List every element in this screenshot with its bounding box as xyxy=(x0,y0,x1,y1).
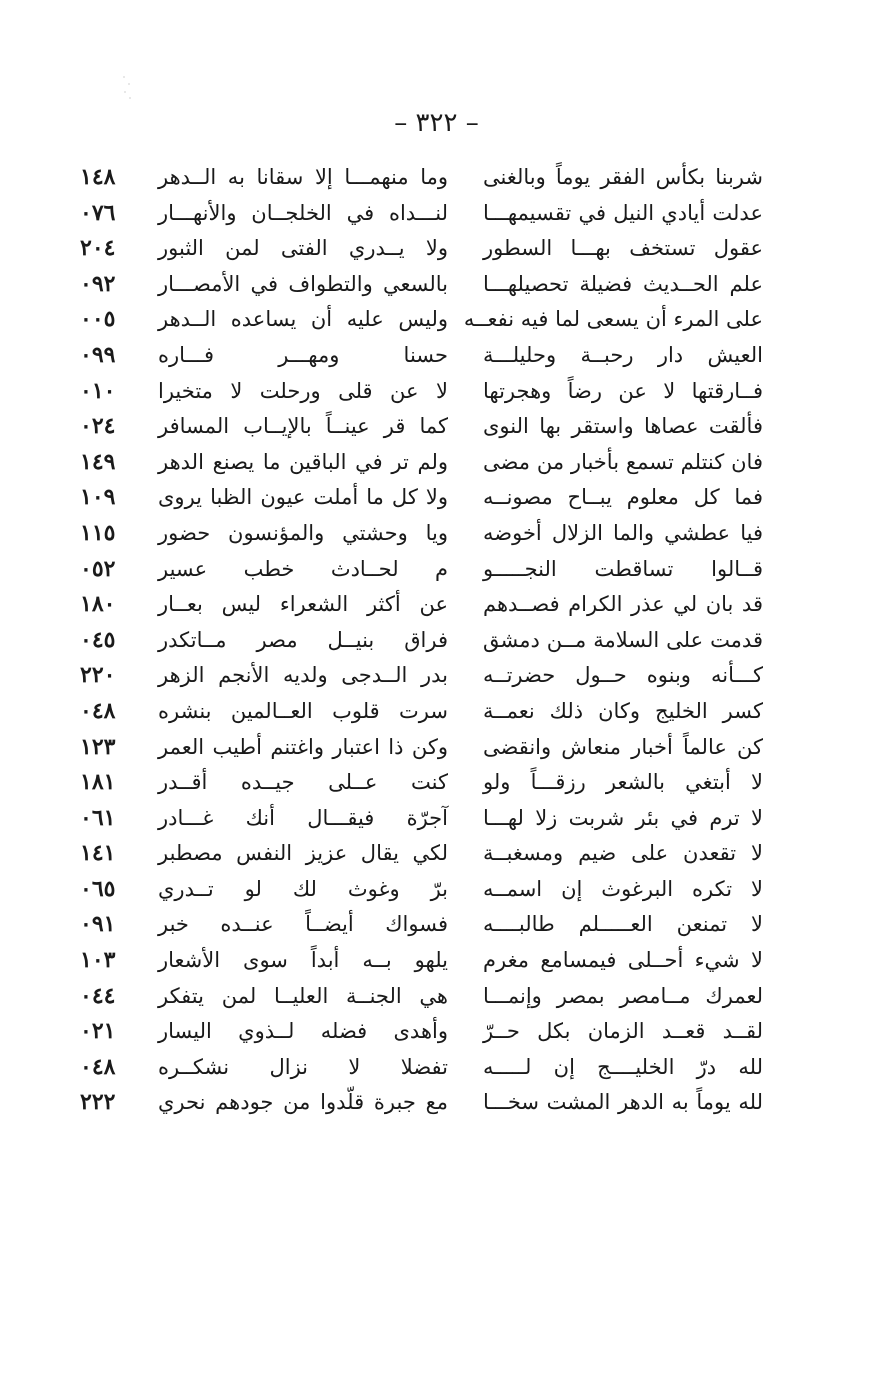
verse-first-hemistich: قد بان لي عذر الكرام فصــدهم xyxy=(483,592,763,617)
verse-page-reference: ١١٥ xyxy=(80,519,116,546)
verse-second-hemistich: بالسعي والتطواف في الأمصـــار xyxy=(158,271,448,296)
verse-second-hemistich: م لحــادث خطب عسير xyxy=(158,556,448,581)
verse-first-hemistich: عقول تستخف بهـــا السطور xyxy=(483,236,763,261)
verse-second-hemistich: لا عن قلى ورحلت لا متخيرا xyxy=(158,378,448,403)
verse-page-reference: ١٠٩ xyxy=(80,484,116,511)
verse-first-hemistich: قــالوا تساقطت النجـــــو xyxy=(483,556,763,581)
verse-row xyxy=(0,1014,873,1050)
verse-second-hemistich: بدر الــدجى ولديه الأنجم الزهر xyxy=(158,663,448,688)
verse-first-hemistich: لقــد قعــد الزمان بكل حــرّ xyxy=(483,1019,763,1044)
verse-first-hemistich: لا تكره البرغوث إن اسمــه xyxy=(483,876,763,901)
verse-page-reference: ٠٢١ xyxy=(80,1018,116,1045)
verse-row xyxy=(0,196,873,232)
verse-second-hemistich: حسنا ومهـــر فـــاره xyxy=(158,342,448,367)
verse-second-hemistich: برّ وغوث لك لو تــدري xyxy=(158,876,448,901)
verse-second-hemistich: لنـــداه في الخلجــان والأنهـــار xyxy=(158,200,448,225)
verse-first-hemistich: لا شيء أحــلى فيمسامع مغرم xyxy=(483,948,763,973)
verse-page-reference: ٠٦١ xyxy=(80,804,116,831)
verse-row xyxy=(0,302,873,338)
verse-first-hemistich: فيا عطشي والما الزلال أخوضه xyxy=(483,520,763,545)
verse-first-hemistich: لا أبتغي بالشعر رزقـــاً ولو xyxy=(483,770,763,795)
verse-page-reference: ٠٤٨ xyxy=(80,697,116,724)
verse-page-reference: ١٨٠ xyxy=(80,591,116,618)
verse-row xyxy=(0,516,873,552)
verse-page-reference: ٠٢٤ xyxy=(80,413,116,440)
page-number: – ٣٢٢ – xyxy=(394,108,479,138)
verse-second-hemistich: فسواك أيضــاً عنــده خبر xyxy=(158,912,448,937)
verse-row xyxy=(0,552,873,588)
verse-first-hemistich: على المرء أن يسعى لما فيه نفعــه xyxy=(463,307,763,332)
verse-first-hemistich: فما كل معلوم يبــاح مصونــه xyxy=(483,485,763,510)
verse-row xyxy=(0,480,873,516)
verse-row xyxy=(0,907,873,943)
verse-row xyxy=(0,231,873,267)
verse-row xyxy=(0,445,873,481)
verse-row xyxy=(0,801,873,837)
verse-second-hemistich: هي الجنــة العليــا لمن يتفكر xyxy=(158,983,448,1008)
verse-second-hemistich: وما منهمـــا إلا سقانا به الــدهر xyxy=(158,165,448,189)
verse-second-hemistich: وكن ذا اعتبار واغتنم أطيب العمر xyxy=(158,734,448,759)
verse-page-reference: ٢٠٤ xyxy=(80,235,116,262)
verse-second-hemistich: سرت قلوب العــالمين بنشره xyxy=(158,698,448,723)
verse-page-reference: ١٤١ xyxy=(80,840,116,867)
verse-second-hemistich: تفضلا لا نزال نشكــره xyxy=(158,1054,448,1079)
verse-page-reference: ٠٩١ xyxy=(80,911,116,938)
verse-page-reference: ٠٤٨ xyxy=(80,1053,116,1080)
verse-page-reference: ٠٩٩ xyxy=(80,341,116,368)
verse-second-hemistich: ويا وحشتي والمؤنسون حضور xyxy=(158,520,448,545)
verse-row xyxy=(0,658,873,694)
verse-second-hemistich: آجرّة فيقـــال أنك غـــادر xyxy=(158,805,448,830)
verse-row xyxy=(0,872,873,908)
verse-page-reference: ٠٧٦ xyxy=(80,199,116,226)
verse-second-hemistich: لكي يقال عزيز النفس مصطبر xyxy=(158,841,448,866)
verse-page-reference: ١٤٩ xyxy=(80,448,116,475)
verse-page-reference: ٠٤٥ xyxy=(80,626,116,653)
verse-second-hemistich: ولا كل ما أملت عيون الظبا يروى xyxy=(158,485,448,510)
verse-row xyxy=(0,730,873,766)
verse-row xyxy=(0,943,873,979)
verse-first-hemistich: لا ترم في بئر شربت زلا لهـــا xyxy=(483,805,763,830)
verse-page-reference: ١٨١ xyxy=(80,769,116,796)
verse-first-hemistich: العيش دار رحبــة وحليلـــة xyxy=(483,342,763,367)
verse-row xyxy=(0,836,873,872)
verse-page-reference: ٢٢٠ xyxy=(80,662,116,689)
verse-second-hemistich: مع جبرة قلّدوا من جودهم نحري xyxy=(158,1090,448,1115)
verse-row xyxy=(0,338,873,374)
verse-first-hemistich: عدلت أيادي النيل في تقسيمهـــا xyxy=(483,200,763,225)
verse-row xyxy=(0,160,873,196)
verse-first-hemistich: فألقت عصاها واستقر بها النوى xyxy=(483,414,763,439)
verse-second-hemistich: وأهدى فضله لــذوي اليسار xyxy=(158,1019,448,1044)
verse-page-reference: ٠٩٢ xyxy=(80,270,116,297)
verse-second-hemistich: كما قر عينــاً بالإيــاب المسافر xyxy=(158,414,448,439)
verse-page-reference: ٠٥٢ xyxy=(80,555,116,582)
verse-first-hemistich: لله يوماً به الدهر المشت سخـــا xyxy=(483,1090,763,1115)
verse-page-reference: ٠١٠ xyxy=(80,377,116,404)
verse-first-hemistich: قدمت على السلامة مــن دمشق xyxy=(483,627,763,652)
verse-row xyxy=(0,409,873,445)
verse-page-reference: ٢٢٢ xyxy=(80,1089,116,1116)
verse-first-hemistich: علم الحــديث فضيلة تحصيلهـــا xyxy=(483,271,763,296)
verse-first-hemistich: لا تقعدن على ضيم ومسغبــة xyxy=(483,841,763,866)
verse-page-reference: ٠٤٤ xyxy=(80,982,116,1009)
verse-row xyxy=(0,623,873,659)
verse-row xyxy=(0,267,873,303)
verse-first-hemistich: كسر الخليج وكان ذلك نعمــة xyxy=(483,698,763,723)
verse-second-hemistich: ولم تر في الباقين ما يصنع الدهر xyxy=(158,449,448,474)
verse-first-hemistich: لعمرك مــامصر بمصر وإنمـــا xyxy=(483,983,763,1008)
verse-first-hemistich: فان كنتلم تسمع بأخبار من مضى xyxy=(483,449,763,474)
verse-first-hemistich: فــارقتها لا عن رضاً وهجرتها xyxy=(483,378,763,403)
verse-first-hemistich: كـــأنه وبنوه حــول حضرتــه xyxy=(483,663,763,688)
verse-second-hemistich: عن أكثر الشعراء ليس بعــار xyxy=(158,592,448,617)
verse-page-reference: ١٤٨ xyxy=(80,164,116,190)
verse-page-reference: ١٠٣ xyxy=(80,947,116,974)
verse-first-hemistich: كن عالماً أخبار منعاش وانقضى xyxy=(483,734,763,759)
verse-row xyxy=(0,587,873,623)
verse-row xyxy=(0,1050,873,1086)
verse-row xyxy=(0,694,873,730)
verse-second-hemistich: يلهو بــه أبداً سوى الأشعار xyxy=(158,948,448,973)
verse-page-reference: ١٢٣ xyxy=(80,733,116,760)
verse-second-hemistich: وليس عليه أن يساعده الــدهر xyxy=(158,307,448,332)
verse-row xyxy=(0,765,873,801)
verse-second-hemistich: ولا يــدري الفتى لمن الثبور xyxy=(158,236,448,261)
verse-second-hemistich: كنت عــلى جيــده أقــدر xyxy=(158,770,448,795)
verse-first-hemistich: لا تمنعن العـــــلم طالبــــه xyxy=(483,912,763,937)
verse-first-hemistich: شربنا بكأس الفقر يوماً وبالغنى xyxy=(483,165,763,189)
verse-page-reference: ٠٠٥ xyxy=(80,306,116,333)
verse-row xyxy=(0,374,873,410)
verse-second-hemistich: فراق بنيــل مصر مــاتكدر xyxy=(158,627,448,652)
verse-index-list xyxy=(0,160,873,1121)
verse-first-hemistich: لله درّ الخليــــج إن لـــــه xyxy=(483,1054,763,1079)
verse-row xyxy=(0,1085,873,1121)
verse-page-reference: ٠٦٥ xyxy=(80,875,116,902)
verse-row xyxy=(0,979,873,1015)
page-smudge xyxy=(120,72,134,102)
